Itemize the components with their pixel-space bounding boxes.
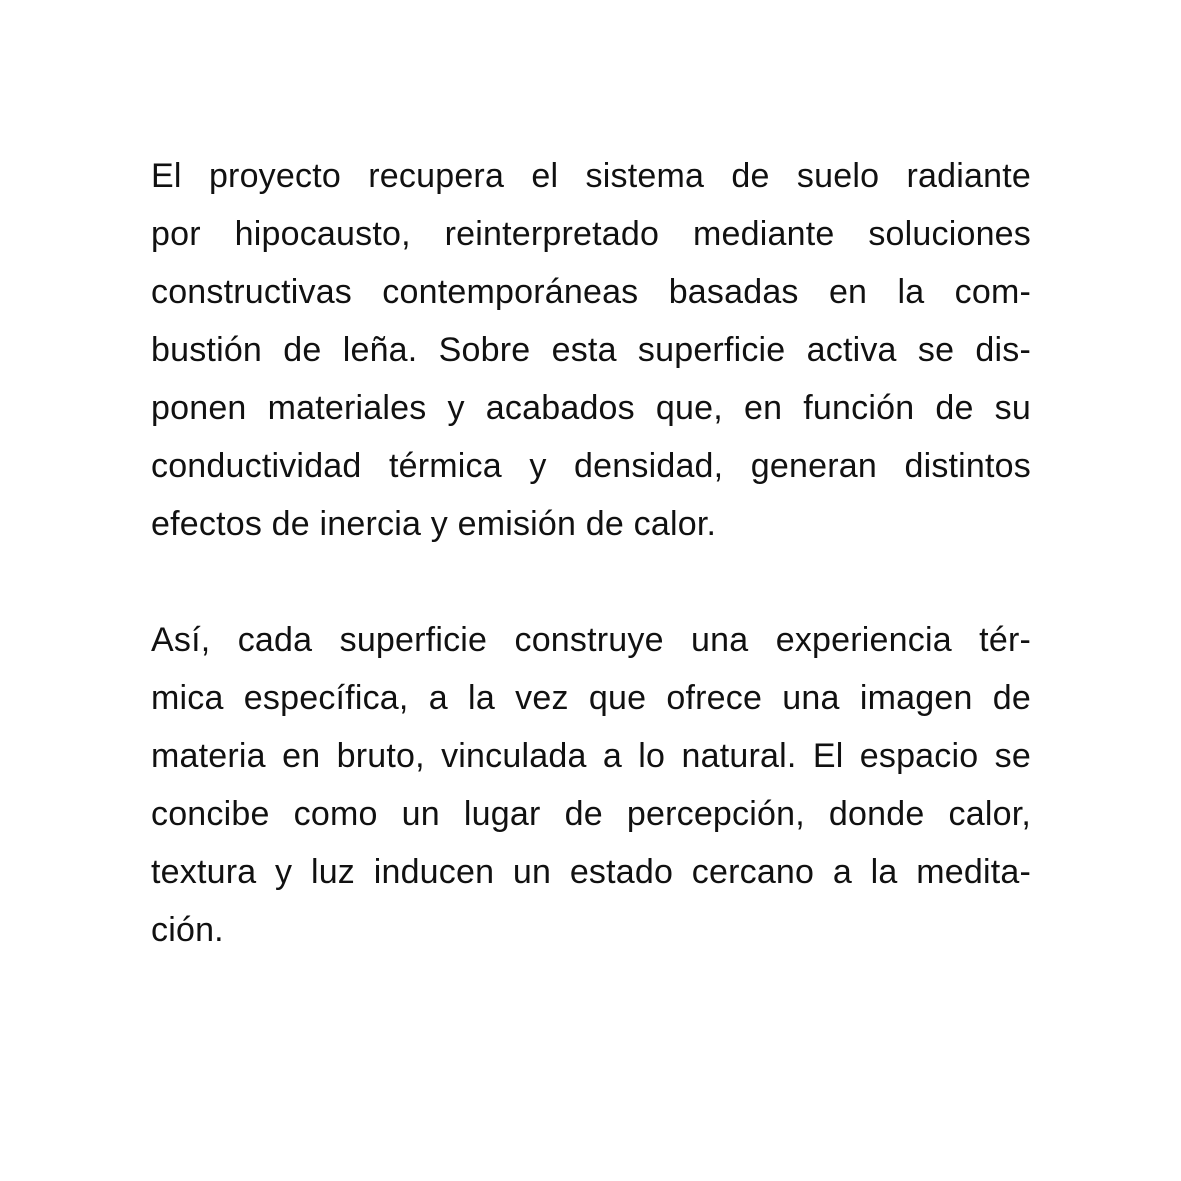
text-line: conductividad térmica y densidad, generan distintos xyxy=(151,447,1031,485)
document-body xyxy=(151,147,1031,959)
text-line: por hipocausto, reinterpretado mediante soluciones xyxy=(151,215,1031,253)
text-line: mica específica, a la vez que ofrece una imagen de xyxy=(151,679,1031,717)
text-line: El proyecto recupera el sistema de suelo radiante xyxy=(151,157,1031,195)
text-line: concibe como un lugar de percepción, donde calor, xyxy=(151,795,1031,833)
text-line: ponen materiales y acabados que, en función de su xyxy=(151,389,1031,427)
text-line: Así, cada superficie construye una experiencia tér- xyxy=(151,621,1031,659)
text-line: ción. xyxy=(151,911,224,949)
text-line: materia en bruto, vinculada a lo natural. El espacio se xyxy=(151,737,1031,775)
text-line: textura y luz inducen un estado cercano a la medita- xyxy=(151,853,1031,891)
text-line: efectos de inercia y emisión de calor. xyxy=(151,505,717,543)
paragraph-2 xyxy=(151,611,1031,959)
text-line: constructivas contemporáneas basadas en la com- xyxy=(151,273,1031,311)
text-line: bustión de leña. Sobre esta superficie activa se dis- xyxy=(151,331,1031,369)
paragraph-1 xyxy=(151,147,1031,553)
